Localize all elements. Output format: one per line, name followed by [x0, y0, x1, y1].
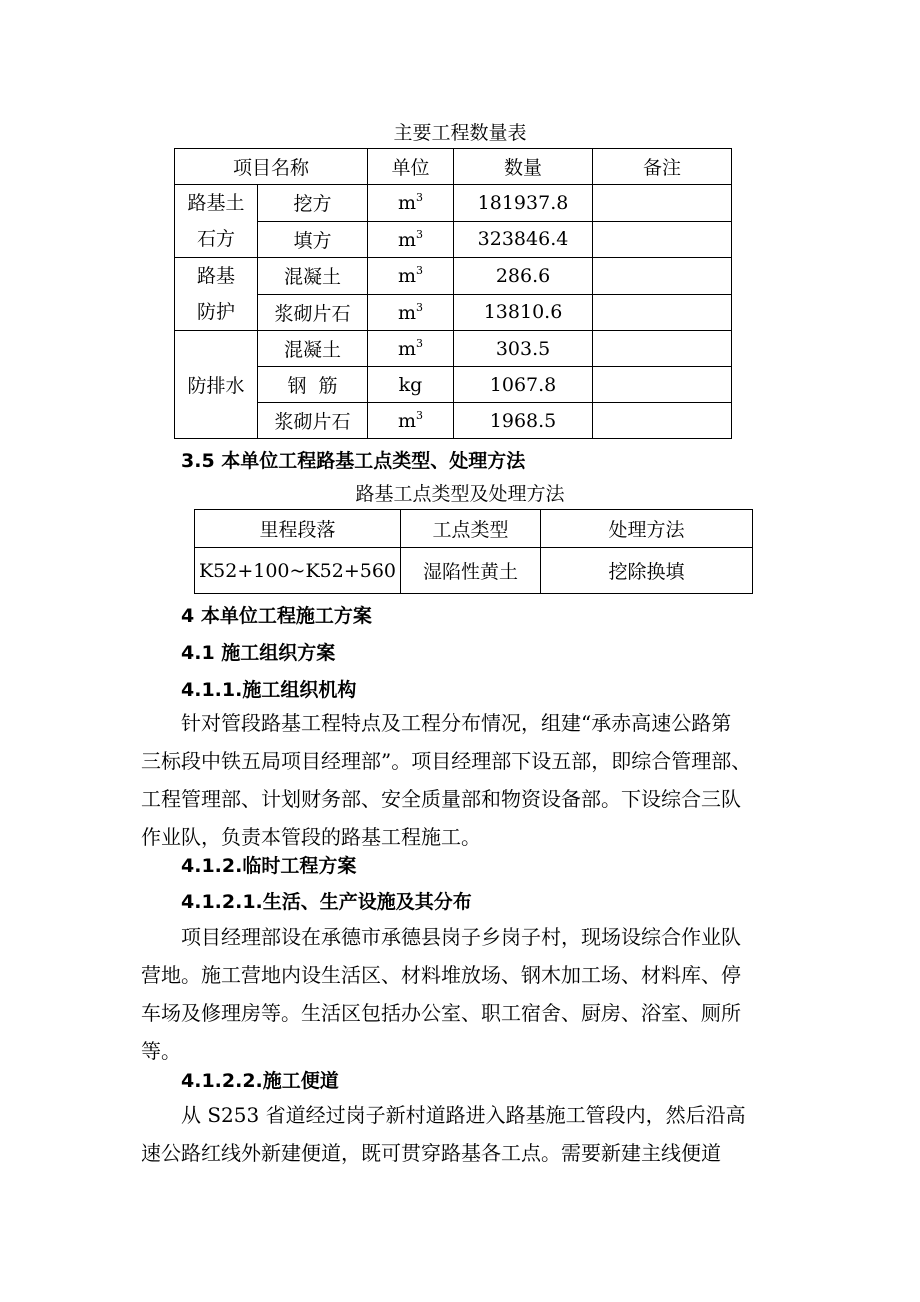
header-site-type: 工点类型 [401, 510, 541, 548]
paragraph-facilities [141, 918, 781, 1070]
table2-title: 路基工点类型及处理方法 [355, 483, 565, 505]
paragraph-line: 营地。施工营地内设生活区、材料堆放场、钢木加工场、材料库、停 [141, 963, 741, 987]
group-label-line: 石方 [196, 228, 235, 250]
qty-cell: 1067.8 [454, 367, 593, 403]
note-cell [593, 258, 732, 295]
note-cell [593, 331, 732, 367]
header-note: 备注 [593, 149, 732, 185]
section-heading-4-1-1: 4.1.1.施工组织机构 [181, 679, 357, 701]
paragraph-line: 针对管段路基工程特点及工程分布情况，组建“承赤高速公路第 [181, 711, 732, 735]
note-cell [593, 294, 732, 331]
group-label-line: 路基土 [187, 192, 245, 214]
unit-cell: $m^3$ [368, 331, 454, 367]
item-cell: 挖方 [258, 185, 368, 222]
group-label [175, 331, 258, 439]
item-cell: 混凝土 [258, 258, 368, 295]
qty-cell: 1968.5 [454, 403, 593, 439]
group-label [175, 185, 258, 258]
section-heading-4-1-2-2: 4.1.2.2.施工便道 [181, 1070, 339, 1092]
group-label-line: 路基 [196, 265, 235, 287]
paragraph-organization [141, 704, 781, 856]
paragraph-access-road [141, 1096, 781, 1172]
header-mileage: 里程段落 [195, 510, 401, 548]
header-unit: 单位 [368, 149, 454, 185]
header-method: 处理方法 [541, 510, 753, 548]
item-cell: 浆砌片石 [258, 403, 368, 439]
item-cell: 钢 筋 [258, 367, 368, 403]
group-label [175, 258, 258, 331]
header-name: 项目名称 [175, 149, 368, 185]
note-cell [593, 367, 732, 403]
item-cell: 填方 [258, 221, 368, 258]
section-heading-4: 4 本单位工程施工方案 [181, 605, 372, 627]
item-cell: 混凝土 [258, 331, 368, 367]
note-cell [593, 185, 732, 222]
section-heading-4-1: 4.1 施工组织方案 [181, 642, 336, 664]
section-heading-3-5: 3.5 本单位工程路基工点类型、处理方法 [181, 450, 526, 472]
group-label-line: 防护 [196, 301, 235, 323]
paragraph-line: 车场及修理房等。生活区包括办公室、职工宿舍、厨房、浴室、厕所 [141, 1001, 741, 1025]
paragraph-line: 工程管理部、计划财务部、安全质量部和物资设备部。下设综合三队 [141, 787, 741, 811]
paragraph-line: 等。 [141, 1039, 181, 1063]
mileage-cell: K52+100~K52+560 [195, 548, 401, 594]
paragraph-line: 作业队，负责本管段的路基工程施工。 [141, 825, 481, 849]
item-cell: 浆砌片石 [258, 294, 368, 331]
qty-cell: 181937.8 [454, 185, 593, 222]
qty-cell: 323846.4 [454, 221, 593, 258]
unit-cell: $m^3$ [368, 294, 454, 331]
qty-cell: 286.6 [454, 258, 593, 295]
note-cell [593, 403, 732, 439]
paragraph-line: 项目经理部设在承德市承德县岗子乡岗子村，现场设综合作业队 [181, 925, 741, 949]
table1-title: 主要工程数量表 [393, 122, 527, 144]
method-cell: 挖除换填 [541, 548, 753, 594]
paragraph-line: 三标段中铁五局项目经理部”。项目经理部下设五部，即综合管理部、 [141, 749, 752, 773]
header-qty: 数量 [454, 149, 593, 185]
quantity-table [174, 148, 732, 439]
site-type-cell: 湿陷性黄土 [401, 548, 541, 594]
paragraph-line: 速公路红线外新建便道，既可贯穿路基各工点。需要新建主线便道 [141, 1141, 721, 1165]
unit-cell: $m^3$ [368, 221, 454, 258]
unit-cell: $m^3$ [368, 258, 454, 295]
group-label-line: 防排水 [187, 375, 245, 397]
section-heading-4-1-2-1: 4.1.2.1.生活、生产设施及其分布 [181, 891, 472, 913]
paragraph-line: 从 S253 省道经过岗子新村道路进入路基施工管段内，然后沿高 [181, 1103, 746, 1127]
qty-cell: 13810.6 [454, 294, 593, 331]
unit-cell: $m^3$ [368, 185, 454, 222]
unit-cell: kg [368, 367, 454, 403]
worksite-table [194, 509, 753, 594]
note-cell [593, 221, 732, 258]
section-heading-4-1-2: 4.1.2.临时工程方案 [181, 855, 357, 877]
unit-cell: $m^3$ [368, 403, 454, 439]
qty-cell: 303.5 [454, 331, 593, 367]
